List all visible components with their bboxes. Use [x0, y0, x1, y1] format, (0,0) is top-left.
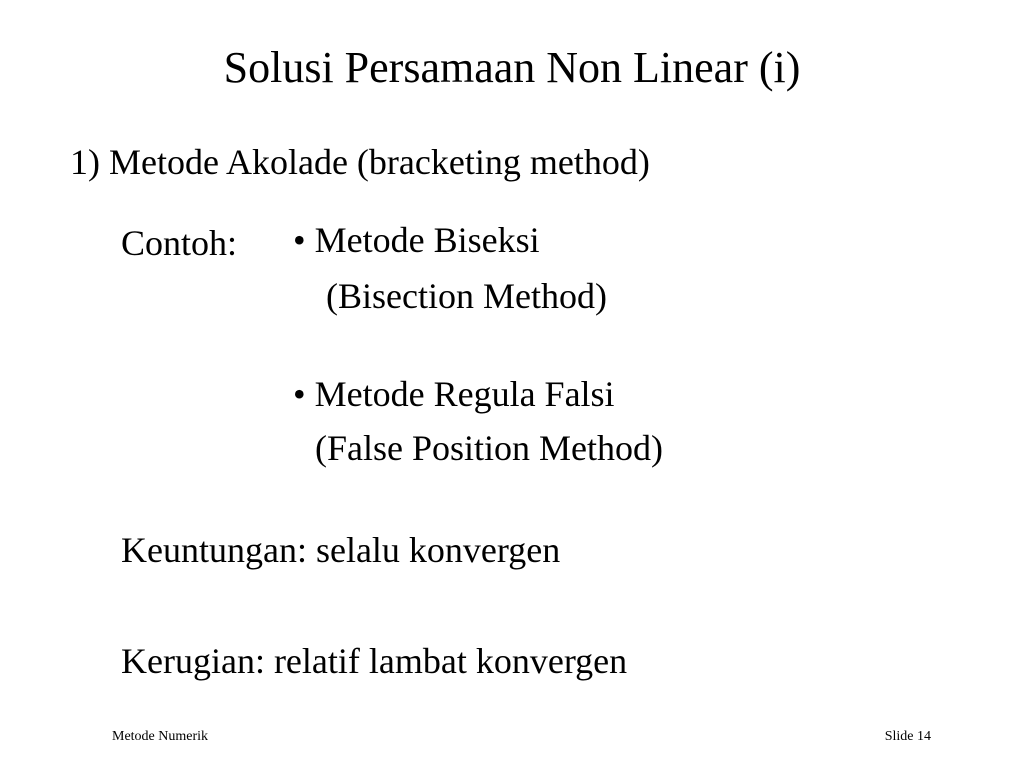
disadvantage-text: Kerugian: relatif lambat konvergen: [121, 641, 628, 681]
slide-number: Slide 14: [884, 729, 931, 744]
footer-left: Metode Numerik: [112, 729, 209, 744]
bullet-regula-falsi: • Metode Regula Falsi: [293, 374, 615, 414]
bullet-bisection: • Metode Biseksi: [293, 220, 540, 260]
section-heading: 1) Metode Akolade (bracketing method): [70, 142, 650, 182]
advantage-text: Keuntungan: selalu konvergen: [121, 530, 561, 570]
bullet-bisection-subtext: (Bisection Method): [326, 276, 607, 316]
slide-title: Solusi Persamaan Non Linear (i): [223, 43, 801, 92]
example-label: Contoh:: [121, 223, 238, 263]
bullet-regula-falsi-subtext: (False Position Method): [315, 428, 663, 468]
